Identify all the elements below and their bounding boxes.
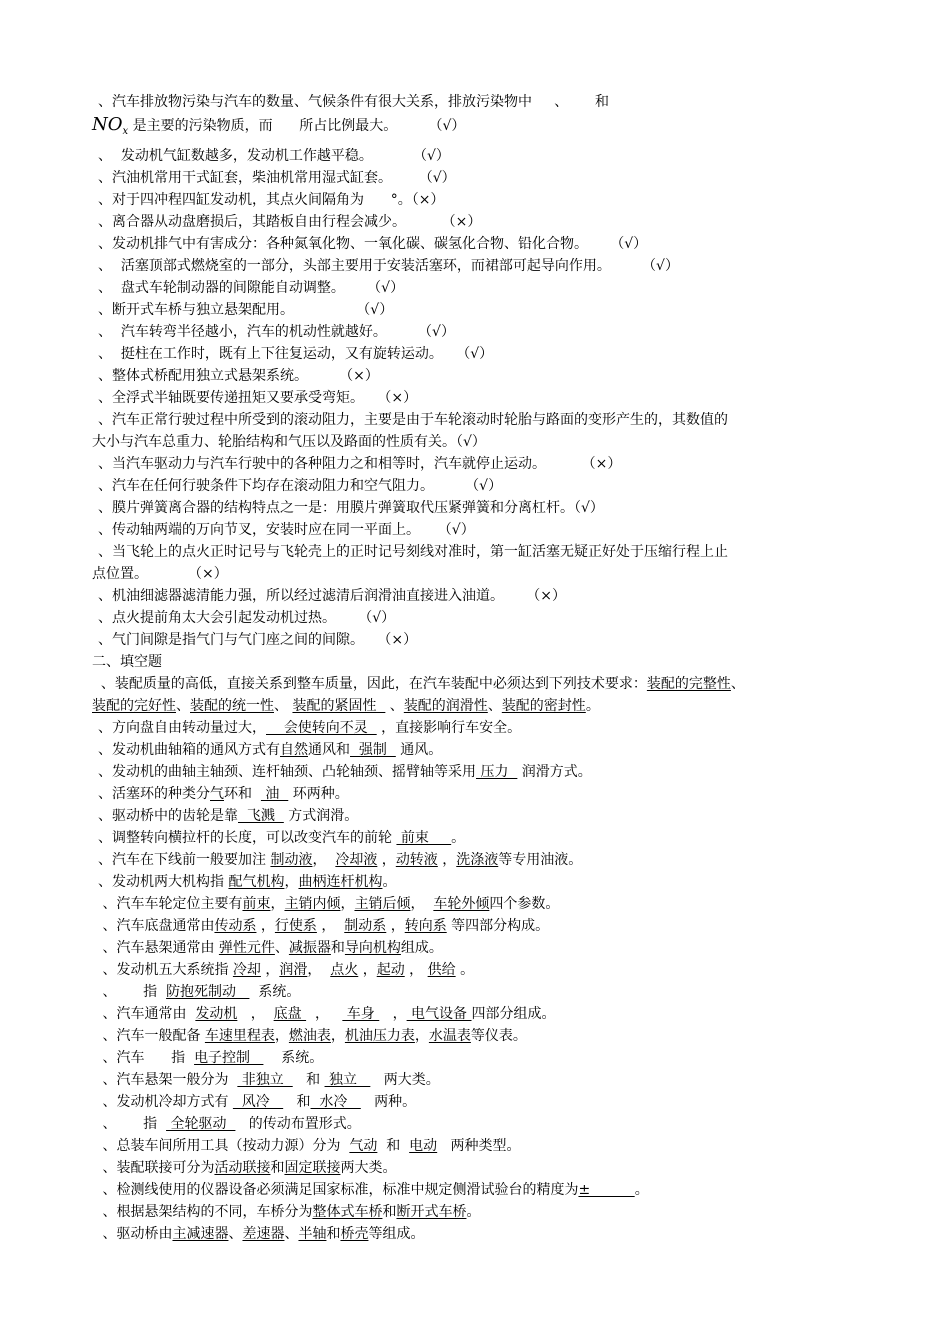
line-text: 和 (292, 1072, 325, 1088)
document-line (98, 938, 443, 958)
line-text: ， (379, 1006, 407, 1022)
line-text: ， (410, 896, 434, 912)
filled-answer: 前束 (396, 830, 452, 846)
document-line (98, 1070, 440, 1090)
line-text: 系统。 (263, 1050, 324, 1066)
line-text: 四部分组成。 (471, 1006, 556, 1022)
line-text: 、汽车 指 (98, 1050, 195, 1066)
line-text: 两种类型。 (437, 1138, 521, 1154)
filled-answer: 燃油表 (288, 1028, 331, 1044)
filled-answer: 弹性元件 (218, 940, 275, 956)
document-line (98, 1224, 424, 1244)
filled-answer: 装配的润滑性 (403, 698, 488, 714)
filled-answer: 风冷 (232, 1094, 284, 1110)
filled-answer: 飞溅 (238, 808, 284, 824)
filled-answer: 防抱死制动 (166, 984, 250, 1000)
line-text: 二、填空题 (92, 654, 162, 670)
filled-answer: ± (578, 1182, 635, 1198)
line-text: 通风。 (395, 742, 443, 758)
document-line (98, 608, 395, 628)
filled-answer: 独立 (324, 1072, 371, 1088)
line-text: 四个参数。 (489, 896, 560, 912)
filled-answer: 转向系 (404, 918, 447, 934)
line-text: 和 (382, 1204, 397, 1220)
filled-answer: 电气设备 (406, 1006, 472, 1022)
line-text: ， (237, 1006, 274, 1022)
line-text: 、当汽车驱动力与汽车行驶中的各种阻力之和相等时，汽车就停止运动。 （×） (98, 456, 622, 472)
line-text: 、断开式车桥与独立悬架配用。 （√） (98, 302, 394, 318)
filled-answer: 自然 (280, 742, 308, 758)
line-text: 。 (634, 1182, 649, 1198)
document-line (98, 982, 300, 1002)
line-text: 大小与汽车总重力、轮胎结构和气压以及路面的性质有关。（√） (92, 434, 486, 450)
filled-answer: 曲柄连杆机构 (298, 874, 383, 890)
line-text: ， (260, 962, 280, 978)
line-text: 。 (455, 962, 475, 978)
document-line (98, 784, 349, 804)
line-text: 、发动机五大系统指 (98, 962, 233, 978)
filled-answer: 整体式车桥 (312, 1204, 383, 1220)
filled-answer: 洗涤液 (456, 852, 499, 868)
line-text: 、机油细滤器滤清能力强，所以经过滤清后润滑油直接进入油道。 （×） (98, 588, 566, 604)
filled-answer: 传动系 (214, 918, 257, 934)
document-line (98, 762, 592, 782)
filled-answer: 供给 (427, 962, 456, 978)
line-text: 、驱动桥由 (98, 1226, 173, 1242)
line-text: 、 盘式车轮制动器的间隙能自动调整。 （√） (98, 280, 405, 296)
filled-answer: 气 (210, 786, 224, 802)
document-line (98, 894, 559, 914)
filled-answer: 减振器 (288, 940, 331, 956)
document-line (98, 476, 502, 496)
line-text: 、汽车在下线前一般要加注 (98, 852, 271, 868)
line-text: 等仪表。 (470, 1028, 527, 1044)
line-text: 、 汽车转弯半径越小，汽车的机动性就越好。 （√） (98, 324, 455, 340)
filled-answer: 导向机构 (344, 940, 401, 956)
filled-answer: 制动系 (344, 918, 387, 934)
line-text: 、 (228, 1226, 243, 1242)
document-line (98, 1114, 361, 1134)
document-line (98, 586, 566, 606)
document-line (98, 806, 358, 826)
line-text: ， (312, 852, 336, 868)
line-text: 、 (487, 698, 502, 714)
filled-answer: 主减速器 (172, 1226, 229, 1242)
line-text: 、 (274, 698, 293, 714)
line-text: 方式润滑。 (283, 808, 359, 824)
filled-answer: 底盘 (273, 1006, 307, 1022)
document-line (98, 278, 404, 298)
line-text: 的传动布置形式。 (235, 1116, 361, 1132)
filled-answer: 全轮驱动 (166, 1116, 236, 1132)
line-text: 、汽车底盘通常由 (98, 918, 215, 934)
document-line (98, 366, 379, 386)
filled-answer: 制动液 (270, 852, 313, 868)
document-line (98, 1004, 556, 1024)
document-line (98, 850, 582, 870)
document-line (98, 344, 493, 364)
line-text: 、 (176, 698, 190, 714)
line-text: 、汽车车轮定位主要有 (98, 896, 243, 912)
document-line (98, 212, 481, 232)
line-text: 和 (283, 1094, 311, 1110)
line-text: ， (386, 918, 405, 934)
line-text: 、 发动机气缸数越多，发动机工作越平稳。 （√） (98, 148, 450, 164)
line-text: 、发动机的曲轴主轴颈、连杆轴颈、凸轮轴颈、摇臂轴等采用 (98, 764, 476, 780)
filled-answer: 会使转向不灵 (266, 720, 377, 736)
line-text: 、驱动桥中的齿轮是靠 (98, 808, 238, 824)
line-text: 。 (585, 698, 600, 714)
line-text: ， (437, 852, 457, 868)
line-text: 、点火提前角太大会引起发动机过热。 （√） (98, 610, 396, 626)
line-text: ， (414, 1028, 429, 1044)
line-text: 、 (730, 676, 745, 692)
document-line (98, 498, 604, 518)
line-text: ， (270, 896, 285, 912)
filled-answer: 车速里程表 (204, 1028, 275, 1044)
filled-answer: 装配的完好性 (92, 698, 176, 714)
document-line (98, 322, 455, 342)
line-text: 、汽车正常行驶过程中所受到的滚动阻力，主要是由于车轮滚动时轮胎与路面的变形产生的，其数值的 (98, 412, 728, 428)
filled-answer: 水冷 (310, 1094, 361, 1110)
line-text: 、 活塞顶部式燃烧室的一部分，头部主要用于安装活塞环，而裙部可起导向作用。 （√） (98, 258, 679, 274)
line-text: 、整体式桥配用独立式悬架系统。 （×） (98, 368, 379, 384)
line-text: ， (284, 874, 299, 890)
line-text: 等四部分构成。 (446, 918, 550, 934)
line-text: 系统。 (249, 984, 301, 1000)
filled-answer: 断开式车桥 (396, 1204, 467, 1220)
filled-answer: 配气机构 (228, 874, 285, 890)
document-line (98, 828, 465, 848)
document-line (98, 542, 728, 562)
line-text: 、全浮式半轴既要传递扭矩又要承受弯矩。 （×） (98, 390, 418, 406)
line-text: 、气门间隙是指气门与气门座之间的间隙。 （×） (98, 632, 418, 648)
document-line (98, 960, 474, 980)
document-line (98, 718, 521, 738)
filled-answer: 压力 (476, 764, 518, 780)
document-line (98, 1136, 521, 1156)
line-text: 点位置。 （×） (92, 566, 228, 582)
line-text: 、离合器从动盘磨损后，其踏板自由行程会减少。 （×） (98, 214, 482, 230)
filled-answer: 起动 (376, 962, 405, 978)
filled-answer: 前束 (242, 896, 271, 912)
filled-answer: 半轴 (298, 1226, 327, 1242)
line-text: 、对于四冲程四缸发动机，其点火间隔角为 °。（×） (98, 192, 445, 208)
line-text: 、发动机两大机构指 (98, 874, 229, 890)
document-line (98, 1202, 480, 1222)
line-text: ， (358, 962, 377, 978)
line-text: 、 挺柱在工作时，既有上下往复运动，又有旋转运动。 （√） (98, 346, 494, 362)
filled-answer: 水温表 (428, 1028, 471, 1044)
line-text: 两大类。 (340, 1160, 397, 1176)
document-line (98, 92, 609, 112)
line-text: 。 (382, 874, 397, 890)
filled-answer: 车轮外倾 (433, 896, 490, 912)
document-line (98, 190, 444, 210)
filled-answer: 桥壳 (340, 1226, 369, 1242)
line-text: 、装配联接可分为 (98, 1160, 215, 1176)
document-line (98, 454, 621, 474)
line-text: 、汽车悬架通常由 (98, 940, 219, 956)
line-text: 、活塞环的种类分 (98, 786, 210, 802)
document-line (98, 234, 647, 254)
line-text: 组成。 (400, 940, 443, 956)
document-line (98, 740, 442, 760)
line-text: 、 指 (98, 984, 167, 1000)
filled-answer: 动转液 (395, 852, 438, 868)
document-line (98, 916, 549, 936)
document-line (92, 674, 745, 694)
line-text: 、汽车悬架一般分为 (98, 1072, 238, 1088)
line-text: ， (404, 962, 428, 978)
line-text: 环两种。 (288, 786, 349, 802)
document-line (92, 652, 162, 672)
line-text: 、当飞轮上的点火正时记号与飞轮壳上的正时记号刻线对准时，第一缸活塞无疑正好处于压缩行程上止 (98, 544, 728, 560)
line-text: 等组成。 (368, 1226, 425, 1242)
document-line (92, 696, 600, 716)
document-line (98, 1158, 396, 1178)
line-text: 、汽油机常用干式缸套，柴油机常用湿式缸套。 （√） (98, 170, 456, 186)
line-text: 、调整转向横拉杆的长度，可以改变汽车的前轮 (98, 830, 397, 846)
filled-answer: 电动 (409, 1138, 438, 1154)
line-text: 是主要的污染物质，而 所占比例最大。 （√） (128, 118, 466, 134)
line-text: 和 (270, 1160, 285, 1176)
line-text: 、发动机曲轴箱的通风方式有 (98, 742, 280, 758)
line-text: 、汽车通常由 (98, 1006, 196, 1022)
filled-answer: 活动联接 (214, 1160, 271, 1176)
filled-answer: 差速器 (242, 1226, 285, 1242)
filled-answer: 点火 (330, 962, 359, 978)
line-text: x (122, 126, 129, 137)
document-line (98, 410, 728, 430)
line-text: 。 (451, 830, 466, 846)
line-text: 和 (377, 1138, 410, 1154)
line-text: 、总装车间所用工具（按动力源）分为 (98, 1138, 350, 1154)
document-line (98, 1048, 323, 1068)
document-line (98, 146, 450, 166)
filled-answer: 电子控制 (194, 1050, 264, 1066)
line-text: 环和 (224, 786, 261, 802)
line-text: ， (307, 962, 331, 978)
document-line (98, 1092, 416, 1112)
filled-answer: 强制 (350, 742, 396, 758)
filled-answer: 装配的完整性 (646, 676, 731, 692)
line-text: 两种。 (360, 1094, 417, 1110)
line-text: 、汽车在任何行驶条件下均存在滚动阻力和空气阻力。 （√） (98, 478, 503, 494)
line-text: 、检测线使用的仪器设备必须满足国家标准，标准中规定侧滑试验台的精度为 (98, 1182, 579, 1198)
line-text: 润滑方式。 (517, 764, 592, 780)
line-text: 和 (326, 1226, 341, 1242)
line-text: 、发动机冷却方式有 (98, 1094, 233, 1110)
document-line (98, 630, 417, 650)
filled-answer: 装配的紧固性 (292, 698, 386, 714)
filled-answer: 冷却 (232, 962, 261, 978)
filled-answer: 主销内倾 (284, 896, 341, 912)
line-text: ， (316, 918, 345, 934)
document-line (98, 520, 475, 540)
filled-answer: 车身 (342, 1006, 380, 1022)
filled-answer: 行使系 (274, 918, 317, 934)
line-text: 两大类。 (370, 1072, 440, 1088)
document-line (98, 1026, 527, 1046)
line-text: ， (274, 1028, 289, 1044)
filled-answer: 机油压力表 (344, 1028, 415, 1044)
filled-answer: 油 (260, 786, 289, 802)
document-line (98, 1180, 649, 1200)
filled-answer: 固定联接 (284, 1160, 341, 1176)
line-text: 通风和 (308, 742, 350, 758)
document-line (92, 564, 228, 584)
filled-answer: 润滑 (279, 962, 308, 978)
line-text: ，直接影响行车安全。 (376, 720, 522, 736)
document-line (98, 168, 456, 188)
document-line (98, 256, 679, 276)
line-text: ， (256, 918, 275, 934)
filled-answer: 冷却液 (335, 852, 378, 868)
line-text: 、 (274, 940, 289, 956)
line-text: 。 (466, 1204, 481, 1220)
document-line (92, 115, 465, 135)
line-text: 等专用油液。 (498, 852, 583, 868)
filled-answer: 装配的统一性 (190, 698, 274, 714)
line-text: ， (340, 896, 355, 912)
line-text: 和 (330, 940, 345, 956)
filled-answer: 装配的密封性 (501, 698, 586, 714)
line-text: 、根据悬架结构的不同，车桥分为 (98, 1204, 313, 1220)
line-text: 、 (385, 698, 404, 714)
line-text: 、 指 (98, 1116, 167, 1132)
document-line (98, 872, 396, 892)
line-text: 、 (284, 1226, 299, 1242)
line-text: 、传动轴两端的万向节叉，安装时应在同一平面上。 （√） (98, 522, 475, 538)
line-text: ， (306, 1006, 343, 1022)
line-text: 、膜片弹簧离合器的结构特点之一是：用膜片弹簧取代压紧弹簧和分离杠杆。（√） (98, 500, 604, 516)
line-text: ， (330, 1028, 345, 1044)
line-text: 、装配质量的高低，直接关系到整车质量，因此，在汽车装配中必须达到下列技术要求： (92, 676, 647, 692)
filled-answer: 发动机 (195, 1006, 238, 1022)
filled-answer: 非独立 (237, 1072, 293, 1088)
line-text: 、汽车一般配备 (98, 1028, 205, 1044)
document-line (98, 300, 393, 320)
filled-answer: 主销后倾 (354, 896, 411, 912)
document-line (92, 432, 486, 452)
line-text: 、汽车排放物污染与汽车的数量、气候条件有很大关系，排放污染物中 、 和 (98, 94, 609, 110)
line-text: 、发动机排气中有害成分：各种氮氧化物、一氧化碳、碳氢化合物、铅化合物。 （√） (98, 236, 648, 252)
line-text: NO (92, 114, 123, 135)
line-text: ， (377, 852, 396, 868)
document-line (98, 388, 417, 408)
line-text: 、方向盘自由转动量过大， (98, 720, 266, 736)
filled-answer: 气动 (349, 1138, 378, 1154)
